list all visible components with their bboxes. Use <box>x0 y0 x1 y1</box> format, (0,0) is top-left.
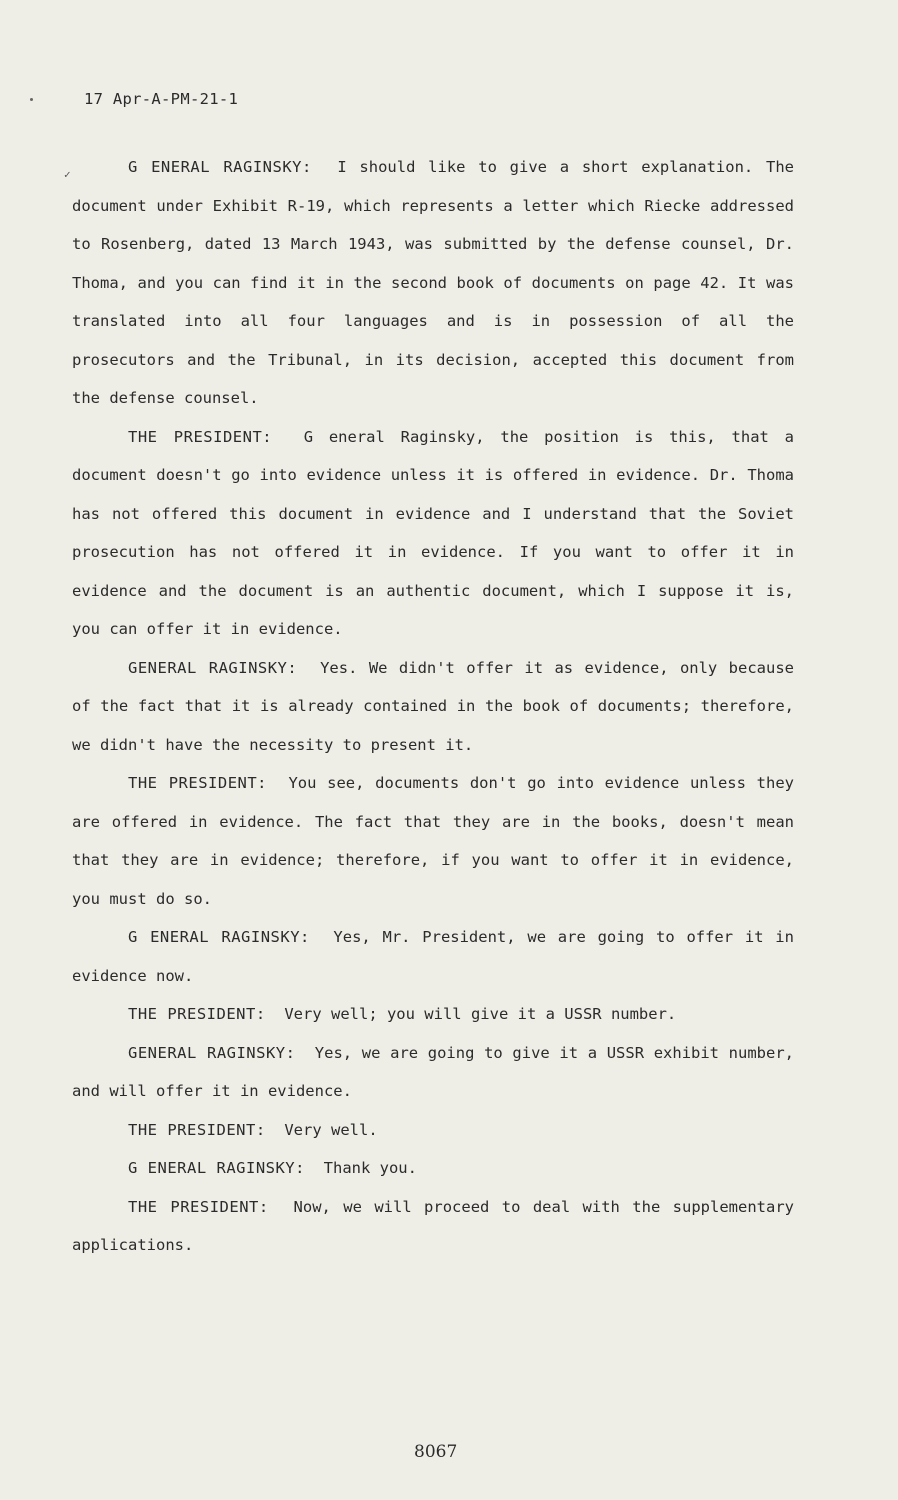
speech-text: Now, we will proceed to deal with the supplementary applications. <box>72 1197 794 1254</box>
transcript-paragraph <box>72 148 794 418</box>
transcript-paragraph <box>72 764 794 918</box>
speaker-label: THE PRESIDENT: <box>128 1005 266 1023</box>
speaker-label: THE PRESIDENT: <box>128 427 273 446</box>
transcript-paragraph <box>72 1149 794 1188</box>
transcript-paragraph <box>72 1111 794 1150</box>
speaker-label: GENERAL RAGINSKY: <box>128 1043 296 1062</box>
speech-text: You see, documents don't go into evidence unless they are offered in evidence. The fact that they are in the books, doesn't mean that they are in evidence; therefore, if you want to offer it in evidence, you must do so. <box>72 774 794 908</box>
speaker-label: G ENERAL RAGINSKY: <box>128 158 312 176</box>
speech-text: Thank you. <box>323 1159 417 1177</box>
speech-text: Yes, Mr. President, we are going to offer it in evidence now. <box>72 928 794 985</box>
transcript-paragraph <box>72 418 794 649</box>
speech-text: Very well; you will give it a USSR number. <box>284 1005 677 1023</box>
speech-text: I should like to give a short explanation. The document under Exhibit R-19, which represents a letter which Riecke addressed to Rosenberg, dated 13 March 1943, was submitted by the defense counsel, Dr. Thoma, and you can find it in the second book of documents on page 42. It was translated into all four languages and is in possession of all the prosecutors and the Tribunal, in its decision, accepted this document from the defense counsel. <box>72 158 794 407</box>
speaker-label: G ENERAL RAGINSKY: <box>128 928 310 946</box>
margin-mark: ✓ <box>64 168 71 181</box>
speaker-label: THE PRESIDENT: <box>128 774 268 792</box>
document-reference: 17 Apr-A-PM-21-1 <box>84 90 239 108</box>
transcript-paragraph <box>72 1188 794 1265</box>
transcript-body <box>72 148 794 1265</box>
transcript-paragraph <box>72 995 794 1034</box>
speech-text: G eneral Raginsky, the position is this, that a document doesn't go into evidence unless it is offered in evidence. Dr. Thoma has not offered this document in evidence and I understand that the Soviet prosecution has not offered it in evidence. If you want to offer it in evidence and the document is an authentic document, which I suppose it is, you can offer it in evidence. <box>72 427 794 638</box>
speaker-label: GENERAL RAGINSKY: <box>128 658 298 677</box>
transcript-paragraph <box>72 649 794 765</box>
page-number: 8067 <box>414 1442 458 1462</box>
speaker-label: THE PRESIDENT: <box>128 1120 266 1139</box>
speaker-label: G ENERAL RAGINSKY: <box>128 1159 305 1177</box>
speaker-label: THE PRESIDENT: <box>128 1197 269 1216</box>
transcript-paragraph <box>72 1034 794 1111</box>
margin-speck <box>30 98 33 101</box>
speech-text: Yes, we are going to give it a USSR exhibit number, and will offer it in evidence. <box>72 1043 794 1100</box>
transcript-paragraph <box>72 918 794 995</box>
speech-text: Very well. <box>284 1120 378 1139</box>
speech-text: Yes. We didn't offer it as evidence, only because of the fact that it is already contained in the book of documents; therefore, we didn't have the necessity to present it. <box>72 658 795 754</box>
